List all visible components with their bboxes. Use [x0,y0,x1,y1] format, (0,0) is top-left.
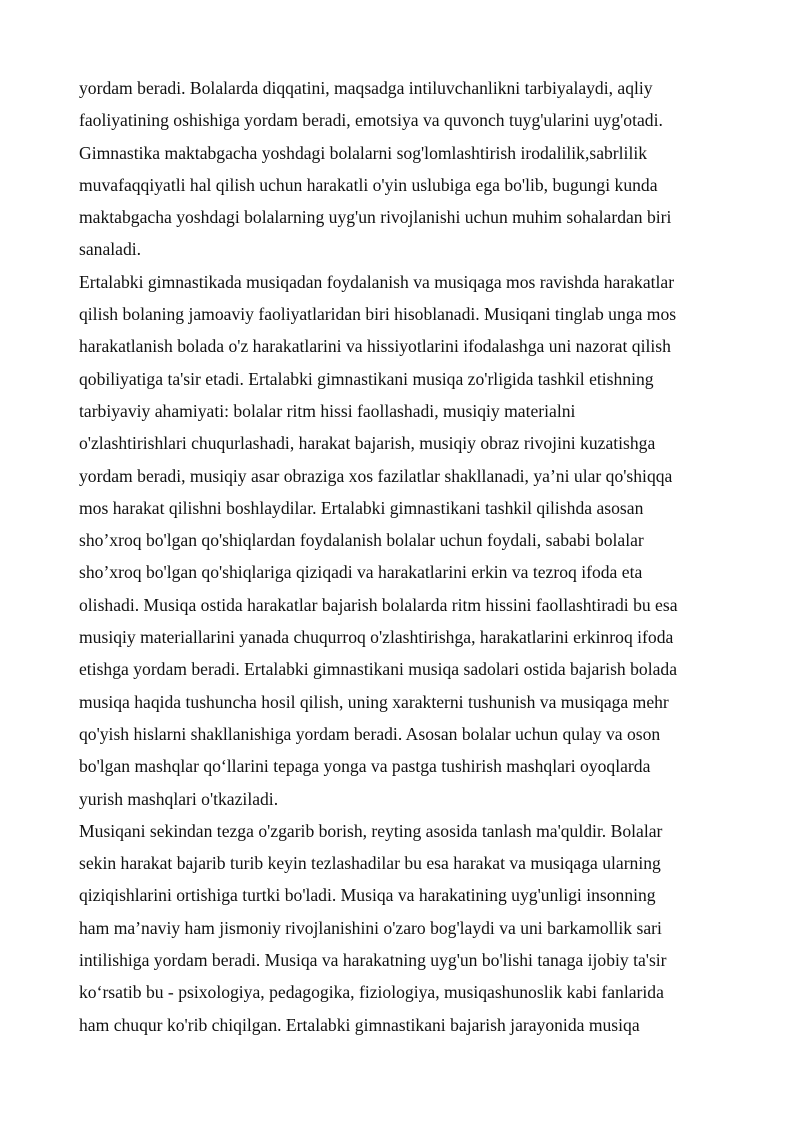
text-line: qiziqishlarini ortishiga turtki bo'ladi. Musiqa va harakatining uyg'unligi insonning [79,885,656,906]
text-line: ham chuqur ko'rib chiqilgan. Ertalabki gimnastikani bajarish jarayonida musiqa [79,1014,640,1035]
text-line: yurish mashqlari o'tkaziladi. [79,788,279,809]
text-line: mos harakat qilishni boshlaydilar. Ertalabki gimnastikani tashkil qilishda asosan [79,497,644,518]
text-line: musiqa haqida tushuncha hosil qilish, uning xarakterni tushunish va musiqaga mehr [79,691,669,712]
text-line: sho’xroq bo'lgan qo'shiqlardan foydalanish bolalar uchun foydali, sababi bolalar [79,530,644,551]
text-line: yordam beradi. Bolalarda diqqatini, maqsadga intiluvchanlikni tarbiyalaydi, aqliy [79,78,653,98]
text-line: maktabgacha yoshdagi bolalarning uyg'un rivojlanishi uchun muhim sohalardan biri [79,207,672,228]
text-line: olishadi. Musiqa ostida harakatlar bajarish bolalarda ritm hissini faollashtiradi bu esa [79,594,678,615]
text-line: Gimnastika maktabgacha yoshdagi bolalarni sog'lomlashtirish irodalilik,sabrlilik [79,142,648,163]
text-line: sho’xroq bo'lgan qo'shiqlariga qiziqadi va harakatlarini erkin va tezroq ifoda eta [79,562,643,583]
text-line: yordam beradi, musiqiy asar obraziga xos fazilatlar shakllanadi, ya’ni ular qo'shiqqa [79,465,673,486]
text-line: qobiliyatiga ta'sir etadi. Ertalabki gimnastikani musiqa zo'rligida tashkil etishning [79,368,654,389]
text-line: bo'lgan mashqlar qo‘llarini tepaga yonga va pastga tushirish mashqlari oyoqlarda [79,756,651,777]
text-line: sekin harakat bajarib turib keyin tezlashadilar bu esa harakat va musiqaga ularning [79,853,661,874]
text-line: sanaladi. [79,239,142,260]
text-line: qilish bolaning jamoaviy faoliyatlaridan biri hisoblanadi. Musiqani tinglab unga mos [79,304,677,325]
text-line: etishga yordam beradi. Ertalabki gimnastikani musiqa sadolari ostida bajarish bolada [79,659,678,680]
text-line: Musiqani sekindan tezga o'zgarib borish, reyting asosida tanlash ma'quldir. Bolalar [79,820,663,841]
text-line: o'zlashtirishlari chuqurlashadi, harakat bajarish, musiqiy obraz rivojini kuzatishga [79,433,656,454]
text-line: qo'yish hislarni shakllanishiga yordam beradi. Asosan bolalar uchun qulay va oson [79,723,661,744]
text-line: tarbiyaviy ahamiyati: bolalar ritm hissi faollashadi, musiqiy materialni [79,400,576,421]
text-line: intilishiga yordam beradi. Musiqa va harakatning uyg'un bo'lishi tanaga ijobiy ta'sir [79,950,667,971]
text-line: ko‘rsatib bu - psixologiya, pedagogika, fiziologiya, musiqashunoslik kabi fanlarida [79,982,664,1003]
text-line: faoliyatining oshishiga yordam beradi, emotsiya va quvonch tuyg'ularini uyg'otadi. [79,110,663,131]
text-line: muvafaqqiyatli hal qilish uchun harakatli o'yin uslubiga ega bo'lib, bugungi kunda [79,174,658,195]
text-line: harakatlanish bolada o'z harakatlarini va hissiyotlarini ifodalashga uni nazorat qilish [79,336,671,357]
text-line: Ertalabki gimnastikada musiqadan foydalanish va musiqaga mos ravishda harakatlar [79,271,675,292]
text-line: musiqiy materiallarini yanada chuqurroq o'zlashtirishga, harakatlarini erkinroq ifoda [79,627,674,648]
document-body [79,72,739,1041]
text-line: ham ma’naviy ham jismoniy rivojlanishini o'zaro bog'laydi va uni barkamollik sari [79,917,662,938]
